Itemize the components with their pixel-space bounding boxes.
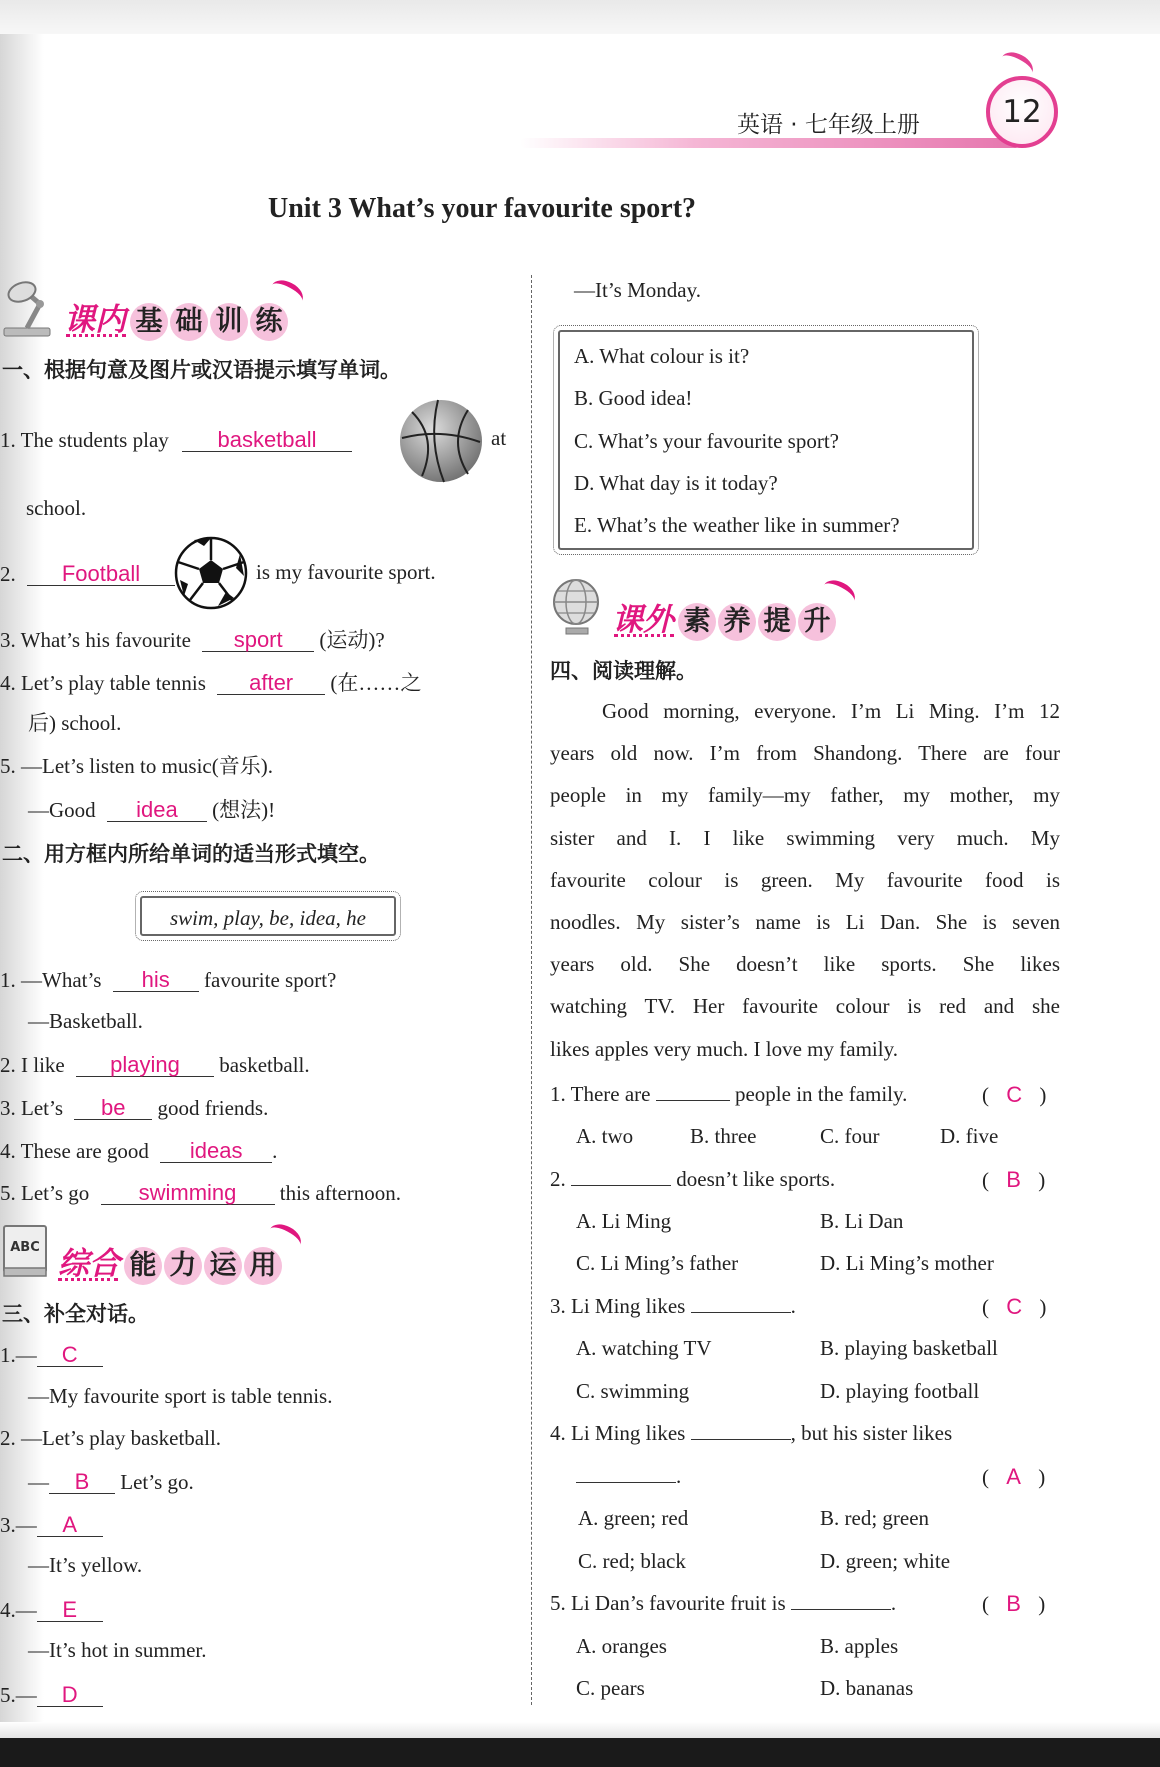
q-hint: (运动)?	[319, 628, 385, 652]
q-text: , but his sister likes	[790, 1421, 953, 1445]
p3-q4	[0, 1598, 103, 1622]
passage-line: Good morning, everyone. I’m Li Ming. I’m 12	[602, 699, 1060, 723]
r-q2-opt-d: D. Li Ming’s mother	[820, 1251, 994, 1275]
q-text: The students play	[20, 428, 169, 452]
q-number: 1.	[0, 968, 16, 992]
answer-c: C	[37, 1343, 103, 1367]
p3-q4-reply: —It’s hot in summer.	[28, 1638, 207, 1662]
q-number: 2.	[0, 1053, 16, 1077]
r-q2-paren: ( B )	[982, 1167, 1046, 1192]
q-number: 5.	[0, 754, 16, 778]
answer-b: B	[49, 1470, 115, 1494]
q-text: Let’s go	[21, 1181, 90, 1205]
section-integrated-char: 用	[244, 1247, 282, 1285]
q-number: 2.	[0, 562, 16, 586]
p2-q1	[0, 968, 336, 992]
answer-after: after	[217, 671, 325, 695]
q-text: good friends.	[157, 1096, 269, 1120]
passage-line: people in my family—my father, my mother, my	[550, 783, 1060, 808]
p2-q2	[0, 1053, 310, 1077]
q-hint: (想法)!	[212, 798, 276, 822]
p3-q2-line2	[28, 1470, 194, 1494]
q-text: I like	[21, 1053, 65, 1077]
passage-line: years old. She doesn’t like sports. She likes	[550, 952, 1060, 977]
q-number: 1.	[550, 1082, 566, 1106]
q-number: 5.	[0, 1181, 16, 1205]
answer-his: his	[113, 968, 199, 992]
q-text: people in the family.	[734, 1082, 908, 1106]
r-q2-opt-b: B. Li Dan	[820, 1209, 904, 1233]
r-q3	[550, 1296, 796, 1317]
passage-line: watching TV. Her favourite colour is red and she	[550, 994, 1060, 1019]
part3-heading: 三、补全对话。	[2, 1302, 149, 1326]
passage-line: likes apples very much. I love my family.	[550, 1036, 898, 1061]
r-q1-opt-c: C. four	[820, 1124, 880, 1148]
r-q1-opt-b: B. three	[690, 1124, 757, 1148]
r-q4-line2	[576, 1466, 681, 1487]
r-q2	[550, 1169, 835, 1190]
q-text: —Let’s listen to music(音乐).	[21, 754, 273, 778]
section-basic-char: 础	[170, 303, 208, 341]
p1-q1-tail: at	[491, 426, 507, 450]
q-number: 4.	[0, 1139, 16, 1163]
q-text: Let’s play table tennis	[21, 671, 206, 695]
p1-q1-cont: school.	[26, 496, 87, 520]
dialogue-option: D. What day is it today?	[574, 471, 778, 495]
word-box: swim, play, be, idea, he	[140, 896, 396, 936]
section-basic-label-a: 课内	[64, 302, 126, 338]
section-extended-char: 提	[758, 603, 796, 641]
passage-line: noodles. My sister’s name is Li Dan. She is seven	[550, 910, 1060, 935]
r-q3-paren: ( C )	[982, 1294, 1047, 1319]
r-q4-opt-a: A. green; red	[578, 1506, 689, 1530]
reading-passage	[550, 690, 1060, 1070]
abc-label: ABC	[10, 1240, 40, 1255]
q-text: —Let’s play basketball.	[21, 1426, 222, 1450]
q-number: 4.	[550, 1421, 566, 1445]
answer-choice: C	[1006, 1294, 1023, 1319]
q-text: favourite sport?	[203, 968, 337, 992]
p1-q3	[0, 628, 385, 652]
dash: —	[15, 1343, 37, 1367]
answer-choice: B	[1006, 1167, 1021, 1192]
dash: —	[15, 1683, 37, 1707]
page-number-badge	[986, 76, 1058, 148]
q-text: Let’s go.	[120, 1470, 194, 1494]
p3-q1	[0, 1343, 103, 1367]
passage-line: sister and I. I like swimming very much. My	[550, 825, 1060, 850]
answer-blank	[656, 1084, 730, 1101]
q-text: doesn’t like sports.	[676, 1167, 836, 1191]
r-q4-opt-c: C. red; black	[578, 1549, 686, 1573]
passage-line: years old now. I’m from Shandong. There are four	[550, 741, 1060, 766]
r-q1-paren: ( C )	[982, 1082, 1047, 1107]
section-extended-dots	[614, 634, 674, 637]
answer-swimming: swimming	[101, 1181, 275, 1205]
dialogue-option: B. Good idea!	[574, 386, 693, 410]
q-number: 4.	[0, 671, 16, 695]
q-number: 1.	[0, 1343, 16, 1367]
basketball-icon	[398, 398, 484, 484]
header-rule	[520, 138, 1020, 148]
r-q4-opt-b: B. red; green	[820, 1506, 930, 1530]
section-basic-char: 练	[250, 303, 288, 341]
answer-blank	[571, 1169, 671, 1186]
answer-blank	[576, 1466, 676, 1483]
dialogue-options-box	[558, 330, 974, 550]
q-number: 3.	[0, 1513, 16, 1537]
r-q3-opt-d: D. playing football	[820, 1379, 980, 1403]
section-extended-char: 养	[718, 603, 756, 641]
q-number: 5.	[0, 1683, 16, 1707]
q-text: —What’s	[21, 968, 102, 992]
book-title: 英语 · 七年级上册	[737, 112, 920, 138]
dialogue-option: A. What colour is it?	[574, 344, 750, 368]
q-text: Li Ming likes	[571, 1421, 686, 1445]
lamp-icon	[2, 276, 58, 338]
part2-heading: 二、用方框内所给单词的适当形式填空。	[2, 842, 380, 866]
section-basic-char: 训	[210, 303, 248, 341]
section-integrated-char: 力	[164, 1247, 202, 1285]
r-q5-opt-c: C. pears	[576, 1676, 645, 1700]
answer-choice: B	[1006, 1591, 1021, 1616]
r-q5-opt-a: A. oranges	[576, 1634, 667, 1658]
p1-q4	[0, 671, 421, 695]
answer-choice: C	[1006, 1082, 1023, 1107]
p3-q3-reply: —It’s yellow.	[28, 1553, 143, 1577]
q-number: 3.	[0, 1096, 16, 1120]
q-text: .	[890, 1591, 897, 1615]
p1-q2-tail: is my favourite sport.	[256, 560, 436, 584]
q-number: 3.	[0, 628, 16, 652]
page-number: 12	[1002, 94, 1042, 130]
column-divider	[531, 275, 532, 1705]
r-q4	[550, 1423, 952, 1444]
r-q1-opt-d: D. five	[940, 1124, 999, 1148]
answer-playing: playing	[76, 1053, 214, 1077]
q-text: Let’s	[21, 1096, 63, 1120]
dialogue-option: E. What’s the weather like in summer?	[574, 513, 900, 537]
p2-q3	[0, 1096, 268, 1120]
passage-line: favourite colour is green. My favourite food is	[550, 867, 1060, 892]
q-text: Li Ming likes	[571, 1294, 686, 1318]
p3-q5-reply: —It’s Monday.	[574, 278, 701, 302]
r-q3-opt-c: C. swimming	[576, 1379, 690, 1403]
answer-blank	[691, 1423, 791, 1440]
q-number: 5.	[550, 1591, 566, 1615]
q-text: basketball.	[219, 1053, 310, 1077]
section-integrated-char: 运	[204, 1247, 242, 1285]
p2-q5	[0, 1181, 401, 1205]
answer-sport: sport	[202, 628, 314, 652]
r-q5-opt-d: D. bananas	[820, 1676, 914, 1700]
r-q2-opt-c: C. Li Ming’s father	[576, 1251, 739, 1275]
section-extended-char: 升	[798, 603, 836, 641]
p2-q1-cont: —Basketball.	[28, 1009, 143, 1033]
dash: —	[28, 1470, 49, 1494]
r-q5	[550, 1593, 896, 1614]
p1-q4-cont: 后) school.	[28, 711, 122, 735]
answer-d: D	[37, 1683, 103, 1707]
section-basic-dots	[66, 334, 126, 337]
dash: —	[15, 1513, 37, 1537]
unit-title: Unit 3 What’s your favourite sport?	[268, 193, 697, 224]
p1-q1	[0, 428, 352, 452]
answer-ideas: ideas	[160, 1139, 272, 1163]
q-text: this afternoon.	[279, 1181, 402, 1205]
p2-q4	[0, 1139, 277, 1163]
football-icon	[174, 536, 248, 610]
section-integrated-dots	[58, 1278, 118, 1281]
q-number: 2.	[0, 1426, 16, 1450]
answer-blank	[691, 1296, 791, 1313]
r-q3-opt-b: B. playing basketball	[820, 1336, 998, 1360]
answer-blank	[791, 1593, 891, 1610]
q-hint: (在……之	[330, 671, 422, 695]
p1-q5	[0, 756, 273, 777]
q-number: 1.	[0, 428, 16, 452]
q-text: .	[272, 1139, 278, 1163]
section-extended-char: 素	[678, 603, 716, 641]
p3-q2	[0, 1428, 221, 1449]
section-basic-char: 基	[130, 303, 168, 341]
p3-q1-reply: —My favourite sport is table tennis.	[28, 1384, 333, 1408]
r-q4-paren: ( A )	[982, 1464, 1046, 1489]
r-q5-opt-b: B. apples	[820, 1634, 899, 1658]
answer-e: E	[37, 1598, 103, 1622]
r-q1	[550, 1084, 907, 1105]
abc-book-icon	[2, 1220, 52, 1280]
section-integrated-char: 能	[124, 1247, 162, 1285]
p1-q5-line2	[28, 798, 275, 822]
dialogue-option: C. What’s your favourite sport?	[574, 429, 839, 453]
r-q1-opt-a: A. two	[576, 1124, 634, 1148]
r-q2-opt-a: A. Li Ming	[576, 1209, 672, 1233]
answer-basketball: basketball	[182, 428, 352, 452]
part4-heading: 四、阅读理解。	[550, 659, 697, 683]
answer-idea: idea	[107, 798, 207, 822]
globe-icon	[550, 576, 606, 638]
answer-football: Football	[27, 562, 175, 586]
q-text: What’s his favourite	[20, 628, 191, 652]
answer-be: be	[74, 1096, 152, 1120]
p1-q2	[0, 562, 175, 586]
part1-heading: 一、根据句意及图片或汉语提示填写单词。	[2, 358, 401, 382]
q-text: Li Dan’s favourite fruit is	[571, 1591, 786, 1615]
q-number: 4.	[0, 1598, 16, 1622]
section-extended-label-a: 课外	[612, 602, 674, 638]
q-text: There are	[570, 1082, 651, 1106]
answer-a: A	[37, 1513, 103, 1537]
scan-bottom-edge	[0, 1722, 1160, 1738]
r-q4-opt-d: D. green; white	[820, 1549, 951, 1573]
q-text: —Good	[28, 798, 96, 822]
q-text: .	[676, 1464, 682, 1488]
q-text: These are good	[20, 1139, 149, 1163]
p3-q5	[0, 1683, 103, 1707]
dash: —	[15, 1598, 37, 1622]
p3-q3	[0, 1513, 103, 1537]
r-q5-paren: ( B )	[982, 1591, 1046, 1616]
q-number: 2.	[550, 1167, 566, 1191]
answer-choice: A	[1006, 1464, 1021, 1489]
q-number: 3.	[550, 1294, 566, 1318]
r-q3-opt-a: A. watching TV	[576, 1336, 712, 1360]
section-integrated-label-a: 综合	[58, 1246, 120, 1282]
q-text: .	[790, 1294, 796, 1318]
scan-top-edge	[0, 0, 1160, 34]
